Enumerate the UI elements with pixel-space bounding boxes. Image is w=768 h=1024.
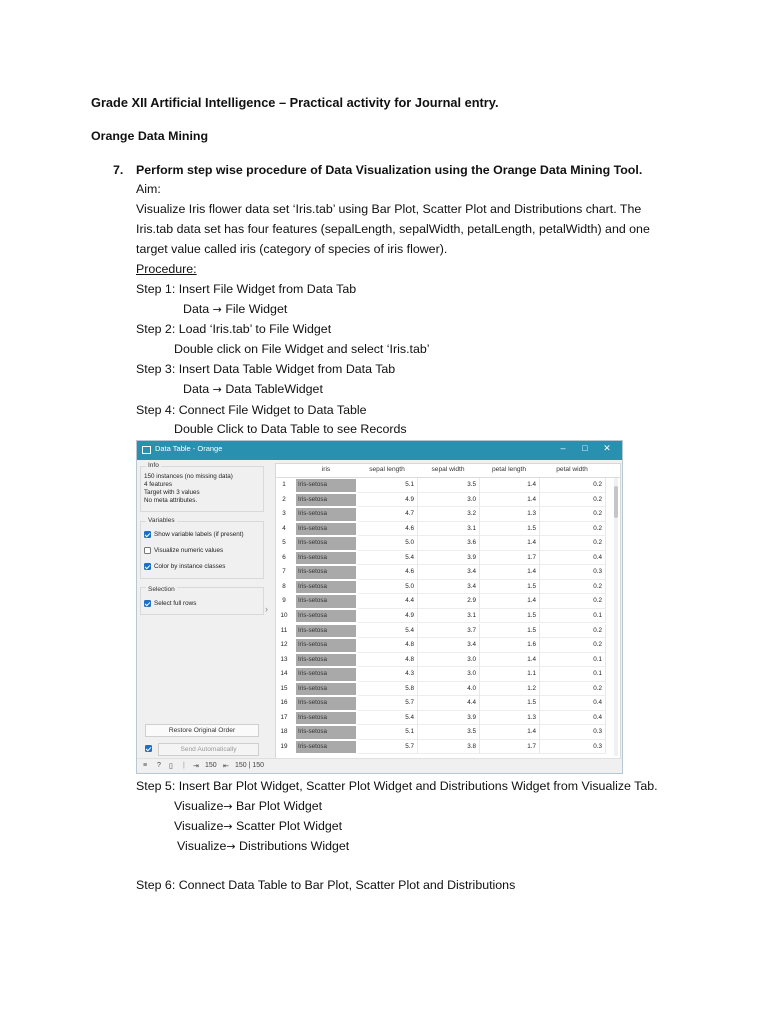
table-row: [276, 580, 620, 595]
table-row: [276, 696, 620, 711]
iris-cell: Iris-setosa: [296, 639, 356, 652]
row-number: 2: [282, 495, 286, 503]
step-3-detail: [183, 381, 323, 398]
table-row: [276, 507, 620, 522]
table-cell: 3.0: [418, 493, 480, 508]
iris-cell: Iris-setosa: [296, 668, 356, 681]
row-number: 1: [282, 481, 286, 488]
table-cell: 4.8: [358, 638, 418, 653]
row-number: 5: [282, 539, 286, 547]
input-icon: ⇥: [193, 763, 199, 770]
row-number: 17: [280, 713, 288, 721]
table-row: [276, 594, 620, 609]
table-row: [276, 536, 620, 551]
table-cell: 4.8: [358, 653, 418, 668]
row-number: 3: [282, 510, 286, 518]
row-number: 16: [280, 699, 288, 707]
table-cell: 4.9: [358, 609, 418, 624]
table-row: [276, 565, 620, 580]
row-number: 9: [282, 597, 286, 605]
table-cell: 1.5: [480, 696, 540, 711]
column-header: sepal width: [431, 466, 465, 473]
status-bar: ≡ ? ▯ | ⇥ 150 ⇤ 150 | 150: [137, 758, 622, 773]
table-cell: 1.5: [480, 609, 540, 624]
table-cell: 0.2: [540, 580, 606, 595]
iris-cell: Iris-setosa: [296, 494, 356, 507]
table-cell: 0.2: [540, 682, 606, 697]
table-cell: 3.6: [418, 536, 480, 551]
option-label: Color by instance classes: [154, 563, 226, 570]
table-cell: 0.3: [540, 565, 606, 580]
table-cell: 0.1: [540, 667, 606, 682]
iris-cell: Iris-setosa: [296, 566, 356, 579]
row-number: 12: [280, 641, 288, 649]
option-label: Select full rows: [154, 600, 197, 607]
table-row: [276, 609, 620, 624]
aim-line: Visualize Iris flower data set ‘Iris.tab’ using Bar Plot, Scatter Plot and Distributions chart. The: [136, 202, 642, 216]
info-title: Info: [148, 462, 159, 469]
scrollbar-thumb: [614, 486, 618, 518]
section-heading: Orange Data Mining: [91, 129, 209, 143]
row-number: 11: [280, 626, 288, 634]
arrow-icon: →: [226, 840, 236, 853]
table-cell: 3.7: [418, 624, 480, 639]
step-2-detail: Double click on File Widget and select ‘Iris.tab’: [174, 342, 430, 356]
table-cell: 1.4: [480, 478, 540, 493]
step-3: Step 3: Insert Data Table Widget from Data Tab: [136, 362, 396, 376]
table-cell: 1.1: [480, 667, 540, 682]
table-cell: 0.4: [540, 711, 606, 726]
variables-box: [140, 517, 264, 579]
table-cell: 1.4: [480, 653, 540, 668]
info-line: No meta attributes.: [144, 497, 198, 504]
minimize-icon: –: [560, 443, 566, 453]
table-cell: 5.1: [358, 725, 418, 740]
checkbox: [144, 547, 151, 554]
table-cell: 4.9: [358, 493, 418, 508]
restore-order-button: Restore Original Order: [145, 724, 259, 737]
table-cell: 0.2: [540, 638, 606, 653]
step-4-detail: Double Click to Data Table to see Records: [174, 422, 407, 436]
table-row: [276, 624, 620, 639]
table-cell: 2.9: [418, 594, 480, 609]
table-row: [276, 551, 620, 566]
table-cell: 0.2: [540, 624, 606, 639]
table-cell: 0.4: [540, 696, 606, 711]
table-cell: 3.5: [418, 725, 480, 740]
column-header: sepal length: [369, 466, 405, 473]
window-titlebar: [137, 441, 622, 460]
iris-cell: Iris-setosa: [296, 741, 356, 754]
info-line: 150 instances (no missing data): [144, 473, 233, 480]
data-table-screenshot: [136, 440, 623, 774]
item-number: 7.: [113, 163, 124, 177]
checkbox: [144, 600, 151, 607]
help-icon: ?: [157, 762, 161, 769]
step-5-detail: [174, 818, 342, 835]
input-count: 150: [205, 762, 217, 769]
table-cell: 0.2: [540, 507, 606, 522]
table-cell: 5.0: [358, 580, 418, 595]
info-box: [140, 462, 264, 512]
arrow-icon: →: [223, 800, 233, 813]
row-number: 10: [280, 611, 288, 619]
table-cell: 3.2: [418, 507, 480, 522]
table-cell: 5.4: [358, 711, 418, 726]
table-cell: 3.4: [418, 638, 480, 653]
table-cell: 1.5: [480, 580, 540, 595]
table-cell: 1.3: [480, 507, 540, 522]
iris-cell: Iris-setosa: [296, 552, 356, 565]
table-cell: 1.4: [480, 565, 540, 580]
iris-cell: Iris-setosa: [296, 625, 356, 638]
iris-cell: Iris-setosa: [296, 595, 356, 608]
table-cell: 1.3: [480, 711, 540, 726]
widget-name: Distributions Widget: [239, 839, 350, 853]
row-number: 14: [280, 670, 288, 678]
table-cell: 0.3: [540, 740, 606, 755]
step-1: Step 1: Insert File Widget from Data Tab: [136, 282, 357, 296]
table-cell: 3.8: [418, 740, 480, 755]
table-header: [276, 464, 620, 478]
iris-cell: Iris-setosa: [296, 508, 356, 521]
maximize-icon: □: [582, 443, 588, 453]
table-cell: 4.7: [358, 507, 418, 522]
step-5-detail: [177, 838, 349, 855]
step-2: Step 2: Load ‘Iris.tab’ to File Widget: [136, 322, 332, 336]
row-number: 8: [282, 582, 286, 590]
output-icon: ⇤: [223, 763, 229, 770]
table-cell: 5.1: [358, 478, 418, 493]
row-number: 6: [282, 553, 286, 561]
table-cell: 5.7: [358, 696, 418, 711]
table-cell: 1.6: [480, 638, 540, 653]
menu-icon: ≡: [143, 762, 148, 769]
table-cell: 4.4: [418, 696, 480, 711]
table-row: [276, 682, 620, 697]
table-cell: 3.1: [418, 522, 480, 537]
table-cell: 1.4: [480, 536, 540, 551]
table-cell: 5.8: [358, 682, 418, 697]
table-cell: 3.9: [418, 551, 480, 566]
send-automatically-button: Send Automatically: [158, 743, 259, 756]
iris-cell: Iris-setosa: [296, 683, 356, 696]
table-row: [276, 522, 620, 537]
table-cell: 0.2: [540, 594, 606, 609]
table-cell: 5.0: [358, 536, 418, 551]
column-header: petal width: [556, 466, 588, 473]
menu-tab-label: Visualize: [174, 819, 224, 833]
table-icon: [142, 446, 151, 454]
table-cell: 3.4: [418, 565, 480, 580]
checkbox: [144, 563, 151, 570]
table-cell: 0.4: [540, 551, 606, 566]
option-label: Visualize numeric values: [154, 547, 224, 554]
info-line: Target with 3 values: [144, 489, 200, 496]
checkbox: [144, 531, 151, 538]
iris-cell: Iris-setosa: [296, 537, 356, 550]
window-title: Data Table - Orange: [155, 444, 223, 453]
table-row: [276, 638, 620, 653]
row-number: 18: [280, 728, 288, 736]
output-count: 150 | 150: [235, 762, 265, 769]
selection-box: [140, 587, 264, 615]
row-number: 19: [280, 742, 288, 750]
option-label: Show variable labels (if present): [154, 531, 244, 538]
document-heading: Grade XII Artificial Intelligence – Practical activity for Journal entry.: [91, 95, 499, 110]
item-title: Perform step wise procedure of Data Visualization using the Orange Data Mining Tool.: [136, 163, 643, 177]
widget-name: Bar Plot Widget: [236, 799, 323, 813]
table-cell: 1.2: [480, 682, 540, 697]
table-row: [276, 711, 620, 726]
table-cell: 4.6: [358, 522, 418, 537]
table-cell: 4.6: [358, 565, 418, 580]
vertical-scrollbar: [614, 478, 618, 756]
iris-cell: Iris-setosa: [296, 712, 356, 725]
table-row: [276, 493, 620, 508]
menu-tab-label: Data: [183, 302, 210, 316]
iris-cell: Iris-setosa: [296, 697, 356, 710]
table-cell: 5.4: [358, 551, 418, 566]
table-cell: 0.2: [540, 478, 606, 493]
table-cell: 1.4: [480, 594, 540, 609]
info-line: 4 features: [144, 481, 173, 488]
table-cell: 1.7: [480, 551, 540, 566]
procedure-label: Procedure:: [136, 262, 197, 276]
table-cell: 4.3: [358, 667, 418, 682]
table-cell: 1.7: [480, 740, 540, 755]
report-icon: ▯: [169, 763, 173, 770]
table-cell: 3.0: [418, 653, 480, 668]
widget-name: Scatter Plot Widget: [236, 819, 343, 833]
row-number: 4: [282, 524, 286, 532]
table-cell: 0.3: [540, 725, 606, 740]
control-panel: [140, 461, 267, 759]
table-cell: 4.4: [358, 594, 418, 609]
iris-cell: Iris-setosa: [296, 523, 356, 536]
table-cell: 5.4: [358, 624, 418, 639]
table-cell: 1.5: [480, 624, 540, 639]
menu-tab-label: Visualize: [174, 799, 224, 813]
step-6: Step 6: Connect Data Table to Bar Plot, Scatter Plot and Distributions: [136, 878, 516, 892]
aim-line: Iris.tab data set has four features (sepalLength, sepalWidth, petalLength, petalWidth) and one: [136, 222, 650, 236]
table-row: [276, 653, 620, 668]
table-cell: 3.4: [418, 580, 480, 595]
iris-cell: Iris-setosa: [296, 479, 356, 492]
table-cell: 5.7: [358, 740, 418, 755]
arrow-icon: →: [212, 383, 222, 396]
table-cell: 3.1: [418, 609, 480, 624]
table-cell: 1.4: [480, 493, 540, 508]
table-row: [276, 740, 620, 755]
checkbox: [145, 745, 152, 752]
row-number: 13: [280, 655, 288, 663]
iris-cell: Iris-setosa: [296, 654, 356, 667]
menu-tab-label: Visualize: [177, 839, 227, 853]
step-5: Step 5: Insert Bar Plot Widget, Scatter Plot Widget and Distributions Widget from Visualize Tab.: [136, 779, 658, 793]
row-number: 7: [282, 568, 286, 576]
close-icon: ✕: [603, 443, 611, 453]
table-cell: 1.5: [480, 522, 540, 537]
row-number: 15: [280, 684, 288, 692]
chevron-right-icon: ›: [265, 604, 268, 614]
aim-line: target value called iris (category of species of iris flower).: [136, 242, 448, 256]
step-5-detail: [174, 798, 322, 815]
iris-cell: Iris-setosa: [296, 610, 356, 623]
widget-name: Data TableWidget: [225, 382, 323, 396]
table-cell: 4.0: [418, 682, 480, 697]
step-1-detail: [183, 301, 287, 318]
table-cell: 1.4: [480, 725, 540, 740]
column-header: petal length: [491, 466, 527, 473]
variables-title: Variables: [148, 517, 175, 524]
table-cell: 0.1: [540, 653, 606, 668]
column-header: iris: [321, 466, 331, 473]
arrow-icon: →: [223, 820, 233, 833]
table-cell: 3.0: [418, 667, 480, 682]
table-cell: 0.1: [540, 609, 606, 624]
table-cell: 0.2: [540, 493, 606, 508]
table-row: [276, 667, 620, 682]
selection-title: Selection: [148, 586, 175, 593]
aim-label: Aim:: [136, 182, 161, 196]
table-cell: 0.2: [540, 536, 606, 551]
step-4: Step 4: Connect File Widget to Data Table: [136, 403, 367, 417]
table-row: [276, 478, 620, 493]
table-cell: 3.9: [418, 711, 480, 726]
data-table: [275, 463, 621, 759]
iris-cell: Iris-setosa: [296, 726, 356, 739]
menu-tab-label: Data: [183, 382, 210, 396]
table-cell: 0.2: [540, 522, 606, 537]
widget-name: File Widget: [225, 302, 288, 316]
arrow-icon: →: [212, 303, 222, 316]
table-cell: 3.5: [418, 478, 480, 493]
table-row: [276, 725, 620, 740]
iris-cell: Iris-setosa: [296, 581, 356, 594]
